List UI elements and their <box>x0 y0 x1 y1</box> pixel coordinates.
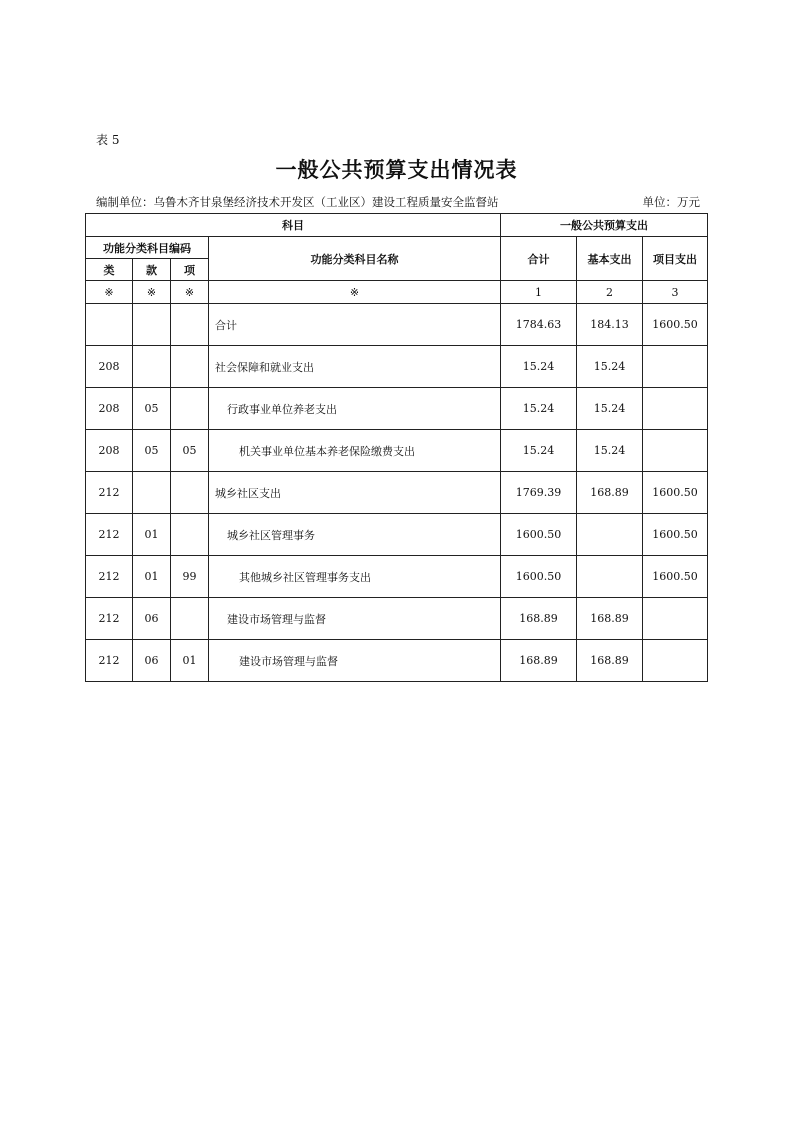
total-cell: 1600.50 <box>501 514 577 556</box>
table-row <box>86 640 708 682</box>
index-cell: ※ <box>86 281 133 304</box>
table-row <box>86 388 708 430</box>
kuan-cell: 05 <box>133 430 171 472</box>
kuan-cell <box>133 472 171 514</box>
xiang-cell <box>171 514 209 556</box>
index-cell: 1 <box>501 281 577 304</box>
index-cell: ※ <box>171 281 209 304</box>
basic-cell: 168.89 <box>577 598 643 640</box>
name-cell: 社会保障和就业支出 <box>209 346 501 388</box>
currency-unit: 单位：万元 <box>642 195 700 209</box>
header-row-1 <box>86 214 708 237</box>
total-header: 合计 <box>501 237 577 281</box>
lei-cell <box>86 304 133 346</box>
kuan-cell: 01 <box>133 514 171 556</box>
table-row <box>86 346 708 388</box>
kuan-header: 款 <box>133 259 171 281</box>
budget-header: 一般公共预算支出 <box>501 214 708 237</box>
func-code-header: 功能分类科目编码 <box>86 237 209 259</box>
kuan-cell: 01 <box>133 556 171 598</box>
total-cell: 1600.50 <box>501 556 577 598</box>
xiang-cell <box>171 388 209 430</box>
xiang-cell: 01 <box>171 640 209 682</box>
xiang-cell: 99 <box>171 556 209 598</box>
project-cell <box>643 346 708 388</box>
total-cell: 15.24 <box>501 430 577 472</box>
kuan-cell: 06 <box>133 640 171 682</box>
xiang-cell <box>171 598 209 640</box>
project-cell <box>643 430 708 472</box>
name-cell: 城乡社区管理事务 <box>209 514 501 556</box>
xiang-cell <box>171 346 209 388</box>
budget-table <box>85 213 708 682</box>
total-cell: 168.89 <box>501 598 577 640</box>
name-cell: 合计 <box>209 304 501 346</box>
project-cell: 1600.50 <box>643 556 708 598</box>
basic-cell: 184.13 <box>577 304 643 346</box>
name-cell: 建设市场管理与监督 <box>209 640 501 682</box>
lei-cell: 212 <box>86 514 133 556</box>
xiang-cell <box>171 304 209 346</box>
project-header: 项目支出 <box>643 237 708 281</box>
index-cell: 3 <box>643 281 708 304</box>
compiling-unit: 编制单位：乌鲁木齐甘泉堡经济技术开发区（工业区）建设工程质量安全监督站 <box>96 195 499 209</box>
lei-cell: 208 <box>86 430 133 472</box>
kuan-cell: 06 <box>133 598 171 640</box>
name-cell: 行政事业单位养老支出 <box>209 388 501 430</box>
basic-cell: 15.24 <box>577 346 643 388</box>
table-row <box>86 304 708 346</box>
basic-cell <box>577 514 643 556</box>
lei-cell: 212 <box>86 556 133 598</box>
total-cell: 15.24 <box>501 346 577 388</box>
kuan-cell: 05 <box>133 388 171 430</box>
index-row <box>86 281 708 304</box>
lei-cell: 208 <box>86 346 133 388</box>
total-cell: 1784.63 <box>501 304 577 346</box>
name-cell: 机关事业单位基本养老保险缴费支出 <box>209 430 501 472</box>
name-cell: 建设市场管理与监督 <box>209 598 501 640</box>
name-cell: 城乡社区支出 <box>209 472 501 514</box>
header-row-2 <box>86 237 708 259</box>
table-number: 表 5 <box>96 133 120 147</box>
index-cell: ※ <box>209 281 501 304</box>
index-cell: ※ <box>133 281 171 304</box>
basic-header: 基本支出 <box>577 237 643 281</box>
func-name-header: 功能分类科目名称 <box>209 237 501 281</box>
basic-cell: 15.24 <box>577 388 643 430</box>
total-cell: 1769.39 <box>501 472 577 514</box>
basic-cell <box>577 556 643 598</box>
table-row <box>86 556 708 598</box>
table-row <box>86 472 708 514</box>
lei-header: 类 <box>86 259 133 281</box>
project-cell <box>643 388 708 430</box>
table-row <box>86 514 708 556</box>
lei-cell: 208 <box>86 388 133 430</box>
total-cell: 15.24 <box>501 388 577 430</box>
page-title: 一般公共预算支出情况表 <box>275 158 518 182</box>
lei-cell: 212 <box>86 640 133 682</box>
table-row <box>86 598 708 640</box>
basic-cell: 168.89 <box>577 640 643 682</box>
basic-cell: 15.24 <box>577 430 643 472</box>
name-cell: 其他城乡社区管理事务支出 <box>209 556 501 598</box>
total-cell: 168.89 <box>501 640 577 682</box>
project-cell: 1600.50 <box>643 514 708 556</box>
subject-header: 科目 <box>86 214 501 237</box>
table-row <box>86 430 708 472</box>
kuan-cell <box>133 304 171 346</box>
project-cell <box>643 598 708 640</box>
lei-cell: 212 <box>86 472 133 514</box>
project-cell <box>643 640 708 682</box>
basic-cell: 168.89 <box>577 472 643 514</box>
xiang-cell <box>171 472 209 514</box>
kuan-cell <box>133 346 171 388</box>
index-cell: 2 <box>577 281 643 304</box>
xiang-header: 项 <box>171 259 209 281</box>
xiang-cell: 05 <box>171 430 209 472</box>
project-cell: 1600.50 <box>643 472 708 514</box>
project-cell: 1600.50 <box>643 304 708 346</box>
lei-cell: 212 <box>86 598 133 640</box>
